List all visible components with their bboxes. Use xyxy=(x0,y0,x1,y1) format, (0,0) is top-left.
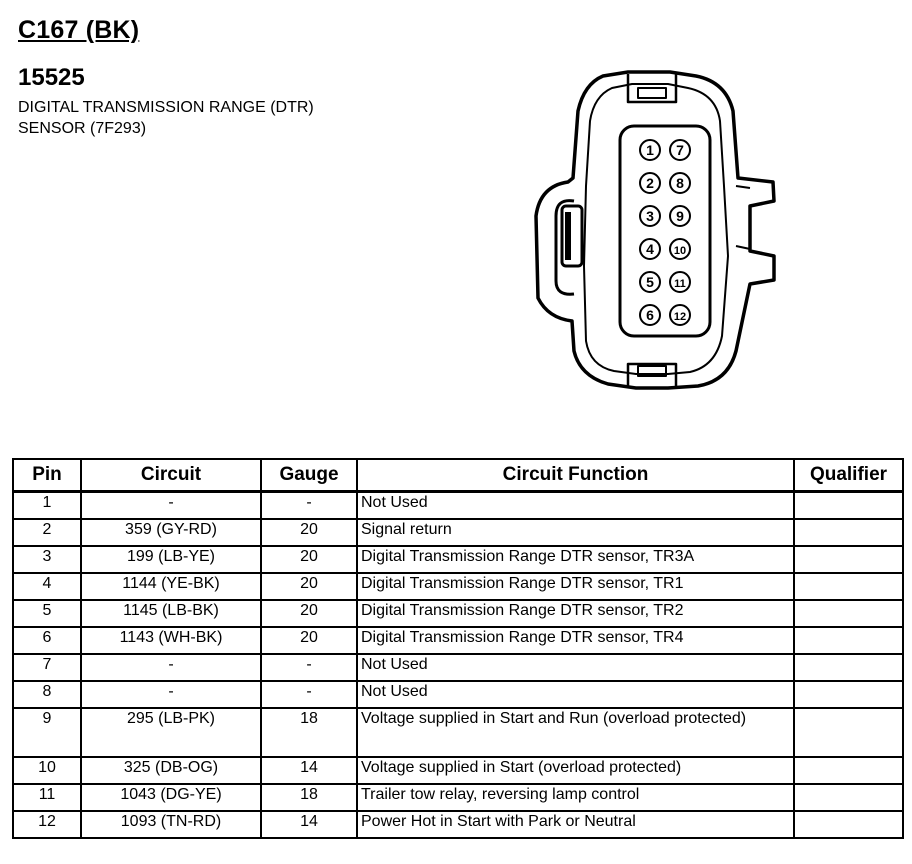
gauge-cell: - xyxy=(261,492,357,520)
connector-id: C167 (BK) xyxy=(18,16,140,44)
gauge-cell: - xyxy=(261,654,357,681)
gauge-cell: 20 xyxy=(261,546,357,573)
qualifier-cell xyxy=(794,600,903,627)
pin-number-1: 1 xyxy=(646,142,654,158)
description-line-2: SENSOR (7F293) xyxy=(18,120,147,137)
header-pin: Pin xyxy=(13,459,81,492)
qualifier-cell xyxy=(794,627,903,654)
pin-number-9: 9 xyxy=(676,208,684,224)
pinout-table xyxy=(12,458,904,839)
qualifier-cell xyxy=(794,708,903,757)
function-cell: Not Used xyxy=(357,681,794,708)
circuit-cell: 325 (DB-OG) xyxy=(81,757,261,784)
gauge-cell: 20 xyxy=(261,600,357,627)
pin-cell: 10 xyxy=(13,757,81,784)
pin-cell: 12 xyxy=(13,811,81,838)
circuit-cell: 199 (LB-YE) xyxy=(81,546,261,573)
pin-number-8: 8 xyxy=(676,175,684,191)
pin-number-6: 6 xyxy=(646,307,654,323)
header-qualifier: Qualifier xyxy=(794,459,903,492)
qualifier-cell xyxy=(794,573,903,600)
qualifier-cell xyxy=(794,654,903,681)
connector-housing-outline xyxy=(536,72,774,388)
description-line-1: DIGITAL TRANSMISSION RANGE (DTR) xyxy=(18,99,314,116)
pin-circles xyxy=(640,140,690,325)
gauge-cell: - xyxy=(261,681,357,708)
table-row xyxy=(13,492,903,520)
table-row xyxy=(13,573,903,600)
gauge-cell: 14 xyxy=(261,757,357,784)
qualifier-cell xyxy=(794,546,903,573)
table-row xyxy=(13,627,903,654)
table-row xyxy=(13,757,903,784)
pin-number-11: 11 xyxy=(674,278,686,290)
function-cell: Power Hot in Start with Park or Neutral xyxy=(357,811,794,838)
pin-number-10: 10 xyxy=(673,245,687,257)
pin-cell: 8 xyxy=(13,681,81,708)
header-circuit-function: Circuit Function xyxy=(357,459,794,492)
qualifier-cell xyxy=(794,681,903,708)
pin-number-3: 3 xyxy=(646,208,654,224)
pin-number-12: 12 xyxy=(673,311,687,323)
table-row xyxy=(13,681,903,708)
pin-cell: 3 xyxy=(13,546,81,573)
function-cell: Not Used xyxy=(357,492,794,520)
header-circuit: Circuit xyxy=(81,459,261,492)
gauge-cell: 20 xyxy=(261,519,357,546)
part-number: 15525 xyxy=(18,64,85,91)
pin-number-5: 5 xyxy=(646,274,654,290)
pin-cell: 1 xyxy=(13,492,81,520)
pin-cell: 2 xyxy=(13,519,81,546)
function-cell: Voltage supplied in Start (overload protected) xyxy=(357,757,794,784)
gauge-cell: 20 xyxy=(261,627,357,654)
circuit-cell: - xyxy=(81,681,261,708)
gauge-cell: 18 xyxy=(261,784,357,811)
table-row xyxy=(13,600,903,627)
circuit-cell: 1145 (LB-BK) xyxy=(81,600,261,627)
table-row xyxy=(13,784,903,811)
gauge-cell: 14 xyxy=(261,811,357,838)
function-cell: Digital Transmission Range DTR sensor, TR3A xyxy=(357,546,794,573)
circuit-cell: 1093 (TN-RD) xyxy=(81,811,261,838)
circuit-cell: 359 (GY-RD) xyxy=(81,519,261,546)
function-cell: Digital Transmission Range DTR sensor, TR2 xyxy=(357,600,794,627)
circuit-cell: - xyxy=(81,492,261,520)
circuit-cell: 1143 (WH-BK) xyxy=(81,627,261,654)
circuit-cell: 1144 (YE-BK) xyxy=(81,573,261,600)
table-row xyxy=(13,811,903,838)
function-cell: Signal return xyxy=(357,519,794,546)
function-cell: Digital Transmission Range DTR sensor, TR4 xyxy=(357,627,794,654)
qualifier-cell xyxy=(794,811,903,838)
pin-cell: 4 xyxy=(13,573,81,600)
qualifier-cell xyxy=(794,519,903,546)
qualifier-cell xyxy=(794,784,903,811)
function-cell: Voltage supplied in Start and Run (overload protected) xyxy=(357,708,794,757)
gauge-cell: 18 xyxy=(261,708,357,757)
pin-cell: 11 xyxy=(13,784,81,811)
function-cell: Trailer tow relay, reversing lamp control xyxy=(357,784,794,811)
table-row xyxy=(13,519,903,546)
function-cell: Digital Transmission Range DTR sensor, TR1 xyxy=(357,573,794,600)
table-row xyxy=(13,654,903,681)
connector-face-diagram xyxy=(528,66,778,396)
pin-cell: 5 xyxy=(13,600,81,627)
pin-cell: 7 xyxy=(13,654,81,681)
qualifier-cell xyxy=(794,492,903,520)
function-cell: Not Used xyxy=(357,654,794,681)
header-gauge: Gauge xyxy=(261,459,357,492)
circuit-cell: 295 (LB-PK) xyxy=(81,708,261,757)
pin-number-4: 4 xyxy=(646,241,654,257)
pin-number-2: 2 xyxy=(646,175,654,191)
pin-cavity-area xyxy=(620,126,710,336)
table-header-row xyxy=(13,459,903,492)
table-row xyxy=(13,708,903,757)
circuit-cell: - xyxy=(81,654,261,681)
pin-number-7: 7 xyxy=(676,142,684,158)
pin-cell: 6 xyxy=(13,627,81,654)
qualifier-cell xyxy=(794,757,903,784)
pin-cell: 9 xyxy=(13,708,81,757)
gauge-cell: 20 xyxy=(261,573,357,600)
circuit-cell: 1043 (DG-YE) xyxy=(81,784,261,811)
table-row xyxy=(13,546,903,573)
